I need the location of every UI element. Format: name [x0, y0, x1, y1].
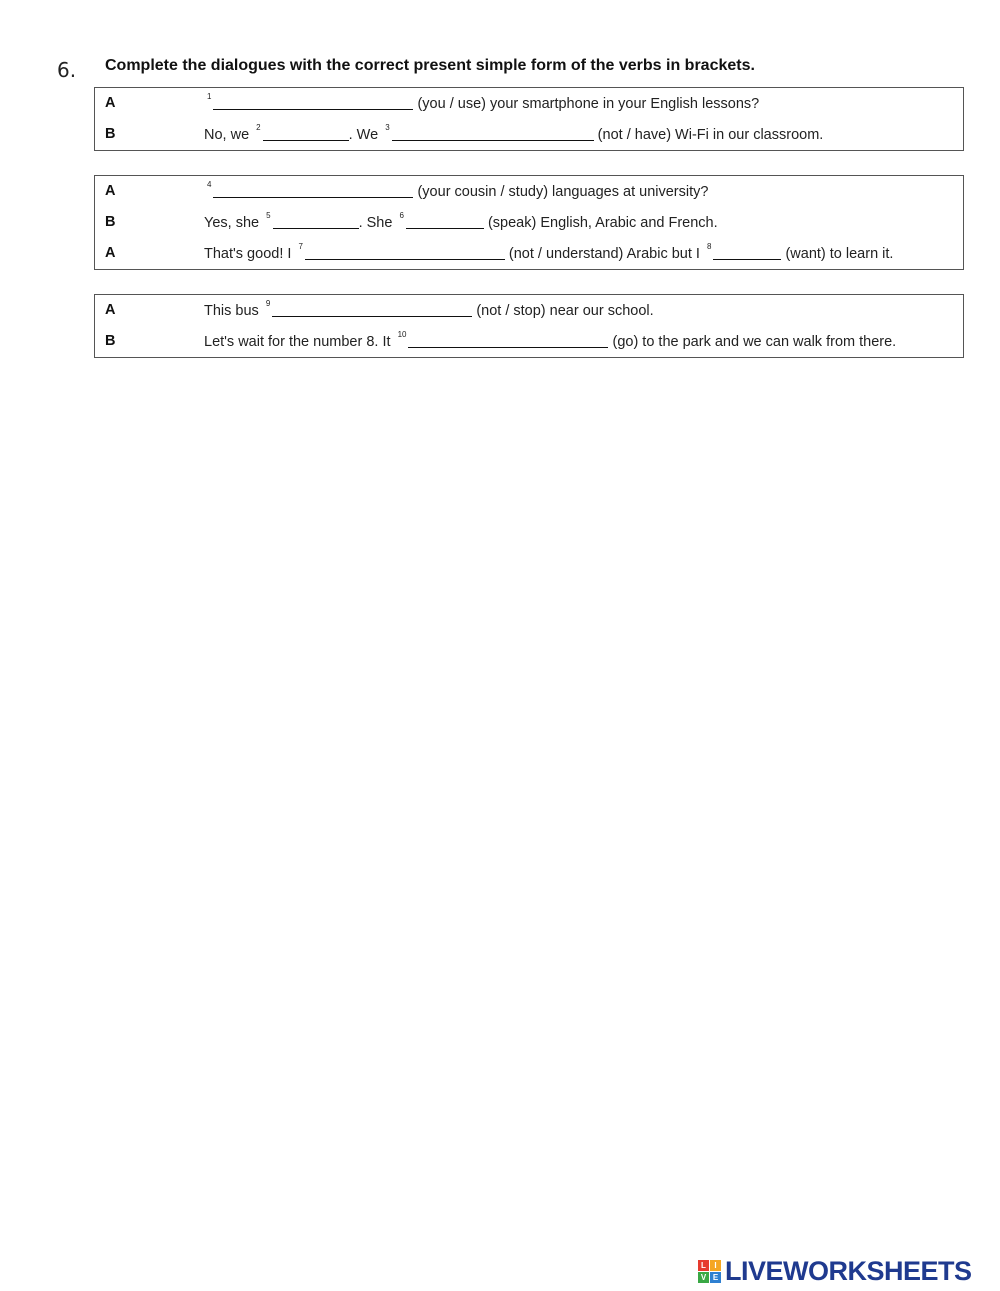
answer-blank[interactable]	[213, 95, 413, 110]
dialogue-line	[204, 299, 654, 319]
line-text: Yes, she	[204, 215, 264, 231]
blank-number: 5	[266, 211, 271, 220]
speaker-label: A	[105, 183, 116, 199]
dialogue-line	[204, 242, 894, 262]
answer-blank[interactable]	[406, 214, 484, 229]
answer-blank[interactable]	[213, 183, 413, 198]
logo-tile: L	[698, 1260, 709, 1271]
logo-tile: I	[710, 1260, 721, 1271]
dialogue-box-3	[94, 294, 964, 358]
line-text: (your cousin / study) languages at university?	[413, 184, 709, 200]
dialogue-box-2	[94, 175, 964, 270]
dialogue-row	[94, 119, 964, 150]
blank-number: 10	[397, 330, 407, 339]
line-text: No, we	[204, 127, 254, 143]
line-text: (go) to the park and we can walk from there.	[608, 334, 897, 350]
dialogue-row	[94, 238, 964, 269]
blank-number: 8	[706, 242, 712, 251]
answer-blank[interactable]	[392, 126, 594, 141]
dialogue-row	[94, 295, 964, 326]
dialogue-line	[204, 330, 897, 350]
line-text: (want) to learn it.	[781, 246, 894, 262]
answer-blank[interactable]	[263, 126, 349, 141]
dialogue-row	[94, 88, 964, 119]
line-text: (not / understand) Arabic but I	[504, 246, 704, 262]
dialogue-line	[204, 123, 824, 143]
blank-number: 1	[207, 92, 212, 101]
answer-blank[interactable]	[273, 214, 359, 229]
blank-number: 3	[385, 123, 390, 132]
speaker-label: B	[105, 333, 116, 349]
blank-number: 9	[265, 299, 271, 308]
speaker-label: B	[105, 214, 116, 230]
speaker-label: A	[105, 95, 116, 111]
dialogue-line	[204, 92, 760, 112]
exercise-instruction: Complete the dialogues with the correct present simple form of the verbs in brackets.	[105, 57, 755, 74]
blank-number: 6	[399, 211, 404, 220]
line-text: . She	[358, 215, 397, 231]
answer-blank[interactable]	[305, 245, 505, 260]
speaker-label: A	[105, 302, 116, 318]
answer-blank[interactable]	[408, 333, 608, 348]
logo-mark-icon	[698, 1260, 721, 1283]
dialogue-box-1	[94, 87, 964, 151]
dialogue-line	[204, 180, 709, 200]
speaker-label: B	[105, 126, 116, 142]
dialogue-row	[94, 207, 964, 238]
line-text: (you / use) your smartphone in your English lessons?	[413, 96, 760, 112]
blank-number: 2	[256, 123, 261, 132]
line-text: (not / stop) near our school.	[472, 303, 654, 319]
line-text: Let's wait for the number 8. It	[204, 334, 395, 350]
exercise-number: 6.	[57, 58, 77, 82]
blank-number: 7	[298, 242, 303, 251]
line-text: That's good! I	[204, 246, 296, 262]
line-text: This bus	[204, 303, 263, 319]
line-text: (speak) English, Arabic and French.	[483, 215, 718, 231]
logo-text: LIVEWORKSHEETS	[725, 1255, 972, 1286]
liveworksheets-logo[interactable]	[698, 1257, 972, 1285]
answer-blank[interactable]	[713, 245, 781, 260]
blank-number: 4	[207, 180, 212, 189]
dialogue-line	[204, 211, 718, 231]
dialogue-row	[94, 326, 964, 357]
speaker-label: A	[105, 245, 116, 261]
line-text: . We	[348, 127, 383, 143]
answer-blank[interactable]	[272, 302, 472, 317]
line-text: (not / have) Wi-Fi in our classroom.	[593, 127, 824, 143]
dialogue-row	[94, 176, 964, 207]
logo-tile: V	[698, 1272, 709, 1283]
logo-tile: E	[710, 1272, 721, 1283]
